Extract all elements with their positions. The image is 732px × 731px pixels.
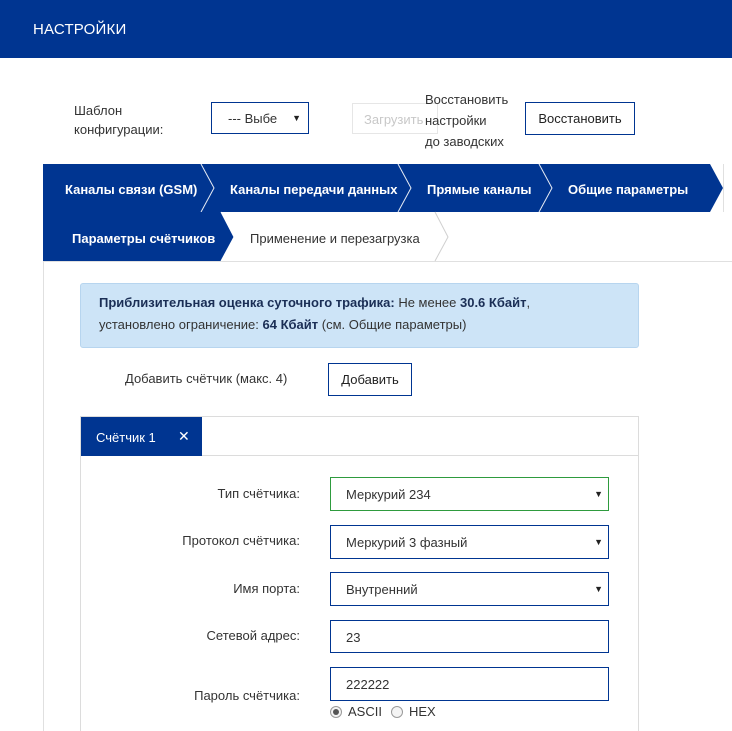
meter-protocol-value: Меркурий 3 фазный [346,535,468,550]
ascii-radio-label[interactable]: ASCII [348,704,382,719]
restore-label: Восстановить настройки до заводских [425,92,509,149]
hex-radio[interactable] [391,706,403,718]
meter-password-label: Пароль счётчика: [194,688,300,703]
add-meter-label: Добавить счётчик (макс. 4) [125,371,288,386]
caret-down-icon: ▼ [594,537,603,547]
port-name-select[interactable] [330,572,609,606]
caret-down-icon: ▼ [594,584,603,594]
network-address-value: 23 [346,630,361,645]
meter-tab-label: Счётчик 1 [96,430,156,445]
meter-type-value: Меркурий 234 [346,487,431,502]
network-address-label: Сетевой адрес: [206,628,300,643]
caret-down-icon: ▼ [292,113,301,123]
meter-protocol-label: Протокол счётчика: [182,533,300,548]
restore-button[interactable]: Восстановить [525,102,635,135]
app-header [0,0,732,58]
tab-direct-channels[interactable]: Прямые каналы [427,182,532,197]
meter-type-label: Тип счётчика: [217,486,300,501]
meter-type-select[interactable] [330,477,609,511]
caret-down-icon: ▼ [594,489,603,499]
tab-gsm-channels[interactable]: Каналы связи (GSM) [65,182,198,197]
tab-apply-reboot[interactable]: Применение и перезагрузка [250,231,420,246]
meter-password-input[interactable] [330,667,609,701]
port-name-value: Внутренний [346,582,418,597]
tab-meter-params[interactable]: Параметры счётчиков [72,231,216,246]
add-meter-button[interactable]: Добавить [328,363,412,396]
template-select-value: --- Выбе [228,111,278,126]
traffic-info-alert: Приблизительная оценка суточного трафика: Не менее 30.6 Кбайт, установлено ограничение: 64 Кбайт (см. Общие параметры) [80,283,639,348]
page-title: НАСТРОЙКИ [33,21,127,38]
tab-general-params[interactable]: Общие параметры [568,182,689,197]
hex-radio-label[interactable]: HEX [409,704,436,719]
network-address-input[interactable] [330,620,609,653]
meter-protocol-select[interactable] [330,525,609,559]
load-template-label: Загрузить [364,112,424,127]
close-icon[interactable]: ✕ [178,428,190,444]
port-name-label: Имя порта: [233,581,300,596]
tabs-chevrons [43,164,732,262]
template-select[interactable] [211,102,309,134]
tab-data-channels[interactable]: Каналы передачи данных [230,182,398,197]
template-label: Шаблон конфигурации: [74,103,164,137]
ascii-radio[interactable] [330,706,342,718]
tab-meter-1[interactable] [81,417,202,456]
meter-password-value: 222222 [346,677,390,692]
